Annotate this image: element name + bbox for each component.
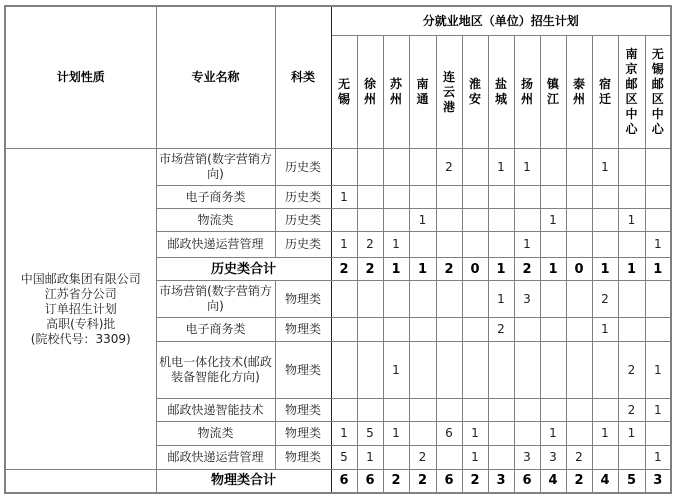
quota-cell bbox=[409, 281, 436, 318]
header-region bbox=[488, 36, 514, 149]
major-name-cell: 市场营销(数字营销方向) bbox=[156, 149, 275, 186]
header-region-label: 扬州 bbox=[520, 77, 533, 106]
header-region-label: 镇江 bbox=[546, 77, 559, 106]
subject-cell: 历史类 bbox=[275, 149, 331, 186]
quota-cell: 1 bbox=[540, 422, 566, 446]
quota-cell bbox=[645, 209, 671, 232]
header-region bbox=[409, 36, 436, 149]
plan-nature-line: (院校代号：3309) bbox=[30, 331, 131, 346]
subject-cell: 历史类 bbox=[275, 232, 331, 258]
physics-total-label: 物理类合计 bbox=[156, 470, 331, 493]
header-region bbox=[514, 36, 540, 149]
total-cell: 0 bbox=[566, 258, 592, 281]
physics-total-row bbox=[5, 470, 671, 493]
quota-cell bbox=[409, 422, 436, 446]
quota-cell bbox=[383, 149, 409, 186]
plan-nature-line: 高职(专科)批 bbox=[46, 316, 116, 331]
quota-cell: 1 bbox=[540, 209, 566, 232]
quota-cell bbox=[331, 209, 357, 232]
quota-cell bbox=[331, 281, 357, 318]
quota-cell: 1 bbox=[331, 422, 357, 446]
header-region bbox=[592, 36, 618, 149]
quota-cell bbox=[566, 186, 592, 209]
quota-cell bbox=[645, 281, 671, 318]
header-region-label: 无锡邮区中心 bbox=[651, 47, 664, 136]
quota-cell: 3 bbox=[540, 446, 566, 470]
quota-cell bbox=[462, 281, 488, 318]
quota-cell bbox=[618, 281, 645, 318]
quota-cell: 2 bbox=[436, 149, 462, 186]
quota-cell bbox=[566, 209, 592, 232]
quota-cell bbox=[566, 399, 592, 422]
subject-cell: 物理类 bbox=[275, 318, 331, 342]
quota-cell bbox=[331, 342, 357, 399]
header-region bbox=[331, 36, 357, 149]
quota-cell: 6 bbox=[436, 422, 462, 446]
quota-cell bbox=[409, 149, 436, 186]
quota-cell bbox=[383, 446, 409, 470]
header-region-group: 分就业地区（单位）招生计划 bbox=[331, 6, 671, 36]
header-region bbox=[383, 36, 409, 149]
plan-nature-line: 订单招生计划 bbox=[44, 301, 117, 316]
quota-cell bbox=[488, 399, 514, 422]
quota-cell bbox=[618, 186, 645, 209]
enrollment-plan-table bbox=[4, 5, 672, 494]
quota-cell: 1 bbox=[592, 318, 618, 342]
quota-cell bbox=[462, 232, 488, 258]
quota-cell bbox=[514, 186, 540, 209]
blank-cell bbox=[5, 470, 156, 493]
quota-cell bbox=[357, 186, 383, 209]
quota-cell: 1 bbox=[618, 422, 645, 446]
major-name-cell: 邮政快递运营管理 bbox=[156, 232, 275, 258]
total-cell: 2 bbox=[436, 258, 462, 281]
major-name-cell: 邮政快递运营管理 bbox=[156, 446, 275, 470]
header-region bbox=[462, 36, 488, 149]
quota-cell bbox=[436, 209, 462, 232]
quota-cell bbox=[540, 149, 566, 186]
quota-cell bbox=[540, 342, 566, 399]
quota-cell: 1 bbox=[514, 149, 540, 186]
quota-cell bbox=[514, 342, 540, 399]
quota-cell bbox=[488, 232, 514, 258]
quota-cell: 1 bbox=[514, 232, 540, 258]
total-cell: 2 bbox=[566, 470, 592, 493]
quota-cell bbox=[488, 342, 514, 399]
quota-cell bbox=[383, 399, 409, 422]
quota-cell: 1 bbox=[331, 186, 357, 209]
quota-cell: 2 bbox=[409, 446, 436, 470]
quota-cell: 2 bbox=[488, 318, 514, 342]
total-cell: 1 bbox=[618, 258, 645, 281]
header-major-name: 专业名称 bbox=[156, 6, 275, 149]
header-region-label: 南通 bbox=[416, 77, 429, 106]
header-region-label: 盐城 bbox=[494, 77, 507, 106]
header-region bbox=[566, 36, 592, 149]
quota-cell bbox=[566, 281, 592, 318]
quota-cell bbox=[566, 422, 592, 446]
quota-cell: 5 bbox=[331, 446, 357, 470]
quota-cell bbox=[331, 149, 357, 186]
quota-cell: 2 bbox=[357, 232, 383, 258]
subject-cell: 物理类 bbox=[275, 446, 331, 470]
quota-cell: 2 bbox=[618, 399, 645, 422]
total-cell: 3 bbox=[488, 470, 514, 493]
quota-cell bbox=[383, 209, 409, 232]
total-cell: 6 bbox=[436, 470, 462, 493]
quota-cell bbox=[592, 399, 618, 422]
header-region bbox=[357, 36, 383, 149]
total-cell: 2 bbox=[383, 470, 409, 493]
quota-cell bbox=[566, 149, 592, 186]
quota-cell bbox=[488, 446, 514, 470]
quota-cell: 1 bbox=[488, 281, 514, 318]
total-cell: 3 bbox=[645, 470, 671, 493]
quota-cell bbox=[488, 209, 514, 232]
header-region bbox=[540, 36, 566, 149]
quota-cell bbox=[357, 399, 383, 422]
quota-cell bbox=[540, 281, 566, 318]
quota-cell bbox=[357, 342, 383, 399]
quota-cell: 1 bbox=[462, 446, 488, 470]
quota-cell bbox=[409, 186, 436, 209]
major-name-cell: 物流类 bbox=[156, 209, 275, 232]
total-cell: 4 bbox=[592, 470, 618, 493]
quota-cell: 1 bbox=[645, 399, 671, 422]
header-region-label: 徐州 bbox=[363, 77, 376, 106]
quota-cell: 3 bbox=[514, 281, 540, 318]
quota-cell bbox=[436, 318, 462, 342]
quota-cell: 2 bbox=[592, 281, 618, 318]
quota-cell bbox=[514, 422, 540, 446]
header-region bbox=[618, 36, 645, 149]
total-cell: 1 bbox=[592, 258, 618, 281]
quota-cell bbox=[514, 399, 540, 422]
quota-cell bbox=[462, 342, 488, 399]
table-row bbox=[5, 149, 671, 186]
quota-cell bbox=[645, 318, 671, 342]
history-total-label: 历史类合计 bbox=[156, 258, 331, 281]
quota-cell: 1 bbox=[462, 422, 488, 446]
total-cell: 4 bbox=[540, 470, 566, 493]
quota-cell bbox=[566, 318, 592, 342]
quota-cell: 1 bbox=[331, 232, 357, 258]
quota-cell bbox=[409, 399, 436, 422]
major-name-cell: 电子商务类 bbox=[156, 186, 275, 209]
quota-cell: 1 bbox=[383, 422, 409, 446]
quota-cell: 1 bbox=[383, 342, 409, 399]
total-cell: 1 bbox=[488, 258, 514, 281]
quota-cell bbox=[514, 318, 540, 342]
quota-cell bbox=[488, 422, 514, 446]
quota-cell bbox=[436, 399, 462, 422]
total-cell: 1 bbox=[540, 258, 566, 281]
total-cell: 2 bbox=[409, 470, 436, 493]
major-name-cell: 物流类 bbox=[156, 422, 275, 446]
quota-cell bbox=[331, 399, 357, 422]
quota-cell: 1 bbox=[645, 232, 671, 258]
major-name-cell: 市场营销(数字营销方向) bbox=[156, 281, 275, 318]
quota-cell bbox=[618, 446, 645, 470]
quota-cell bbox=[566, 342, 592, 399]
subject-cell: 历史类 bbox=[275, 209, 331, 232]
quota-cell bbox=[357, 209, 383, 232]
header-plan-nature: 计划性质 bbox=[5, 6, 156, 149]
quota-cell: 1 bbox=[383, 232, 409, 258]
header-region-label: 连云港 bbox=[442, 69, 455, 114]
subject-cell: 物理类 bbox=[275, 422, 331, 446]
quota-cell: 1 bbox=[409, 209, 436, 232]
quota-cell bbox=[462, 399, 488, 422]
quota-cell: 1 bbox=[645, 342, 671, 399]
quota-cell bbox=[462, 318, 488, 342]
quota-cell bbox=[618, 149, 645, 186]
total-cell: 2 bbox=[357, 258, 383, 281]
quota-cell bbox=[488, 186, 514, 209]
quota-cell bbox=[566, 232, 592, 258]
quota-cell bbox=[409, 232, 436, 258]
header-region-label: 宿迁 bbox=[598, 77, 611, 106]
total-cell: 6 bbox=[357, 470, 383, 493]
quota-cell bbox=[645, 149, 671, 186]
quota-cell bbox=[618, 232, 645, 258]
total-cell: 1 bbox=[645, 258, 671, 281]
quota-cell: 1 bbox=[357, 446, 383, 470]
total-cell: 2 bbox=[514, 258, 540, 281]
quota-cell: 3 bbox=[514, 446, 540, 470]
quota-cell bbox=[540, 232, 566, 258]
quota-cell bbox=[357, 149, 383, 186]
major-name-cell: 电子商务类 bbox=[156, 318, 275, 342]
quota-cell bbox=[436, 186, 462, 209]
quota-cell bbox=[540, 186, 566, 209]
subject-cell: 历史类 bbox=[275, 186, 331, 209]
quota-cell: 1 bbox=[592, 422, 618, 446]
quota-cell bbox=[462, 186, 488, 209]
quota-cell bbox=[357, 281, 383, 318]
major-name-cell: 机电一体化技术(邮政装备智能化方向) bbox=[156, 342, 275, 399]
quota-cell bbox=[383, 186, 409, 209]
quota-cell bbox=[357, 318, 383, 342]
quota-cell bbox=[409, 318, 436, 342]
plan-nature-line: 江苏省分公司 bbox=[44, 286, 117, 301]
quota-cell: 2 bbox=[566, 446, 592, 470]
quota-cell bbox=[645, 186, 671, 209]
header-region-label: 淮安 bbox=[468, 77, 481, 106]
quota-cell bbox=[592, 186, 618, 209]
quota-cell bbox=[618, 318, 645, 342]
quota-cell bbox=[383, 318, 409, 342]
total-cell: 1 bbox=[383, 258, 409, 281]
quota-cell bbox=[436, 281, 462, 318]
quota-cell bbox=[436, 342, 462, 399]
header-region-label: 苏州 bbox=[389, 77, 402, 106]
quota-cell: 2 bbox=[618, 342, 645, 399]
quota-cell: 5 bbox=[357, 422, 383, 446]
quota-cell bbox=[383, 281, 409, 318]
quota-cell bbox=[462, 209, 488, 232]
quota-cell bbox=[436, 232, 462, 258]
quota-cell: 1 bbox=[645, 446, 671, 470]
plan-nature-cell bbox=[5, 149, 156, 470]
quota-cell: 1 bbox=[618, 209, 645, 232]
total-cell: 5 bbox=[618, 470, 645, 493]
quota-cell bbox=[409, 342, 436, 399]
quota-cell bbox=[462, 149, 488, 186]
header-region-label: 南京邮区中心 bbox=[625, 47, 638, 136]
header-region bbox=[436, 36, 462, 149]
quota-cell bbox=[514, 209, 540, 232]
quota-cell: 1 bbox=[488, 149, 514, 186]
quota-cell: 1 bbox=[592, 149, 618, 186]
total-cell: 2 bbox=[331, 258, 357, 281]
total-cell: 1 bbox=[409, 258, 436, 281]
total-cell: 2 bbox=[462, 470, 488, 493]
quota-cell bbox=[540, 399, 566, 422]
header-row-1 bbox=[5, 6, 671, 36]
header-region bbox=[645, 36, 671, 149]
total-cell: 6 bbox=[331, 470, 357, 493]
quota-cell bbox=[592, 342, 618, 399]
total-cell: 6 bbox=[514, 470, 540, 493]
subject-cell: 物理类 bbox=[275, 399, 331, 422]
quota-cell bbox=[436, 446, 462, 470]
quota-cell bbox=[540, 318, 566, 342]
header-region-label: 无锡 bbox=[337, 77, 350, 106]
quota-cell bbox=[592, 446, 618, 470]
plan-nature-line: 中国邮政集团有限公司 bbox=[20, 271, 141, 286]
subject-cell: 物理类 bbox=[275, 342, 331, 399]
header-subject: 科类 bbox=[275, 6, 331, 149]
total-cell: 0 bbox=[462, 258, 488, 281]
quota-cell bbox=[331, 318, 357, 342]
quota-cell bbox=[645, 422, 671, 446]
subject-cell: 物理类 bbox=[275, 281, 331, 318]
header-region-label: 泰州 bbox=[572, 77, 585, 106]
quota-cell bbox=[592, 232, 618, 258]
major-name-cell: 邮政快递智能技术 bbox=[156, 399, 275, 422]
quota-cell bbox=[592, 209, 618, 232]
